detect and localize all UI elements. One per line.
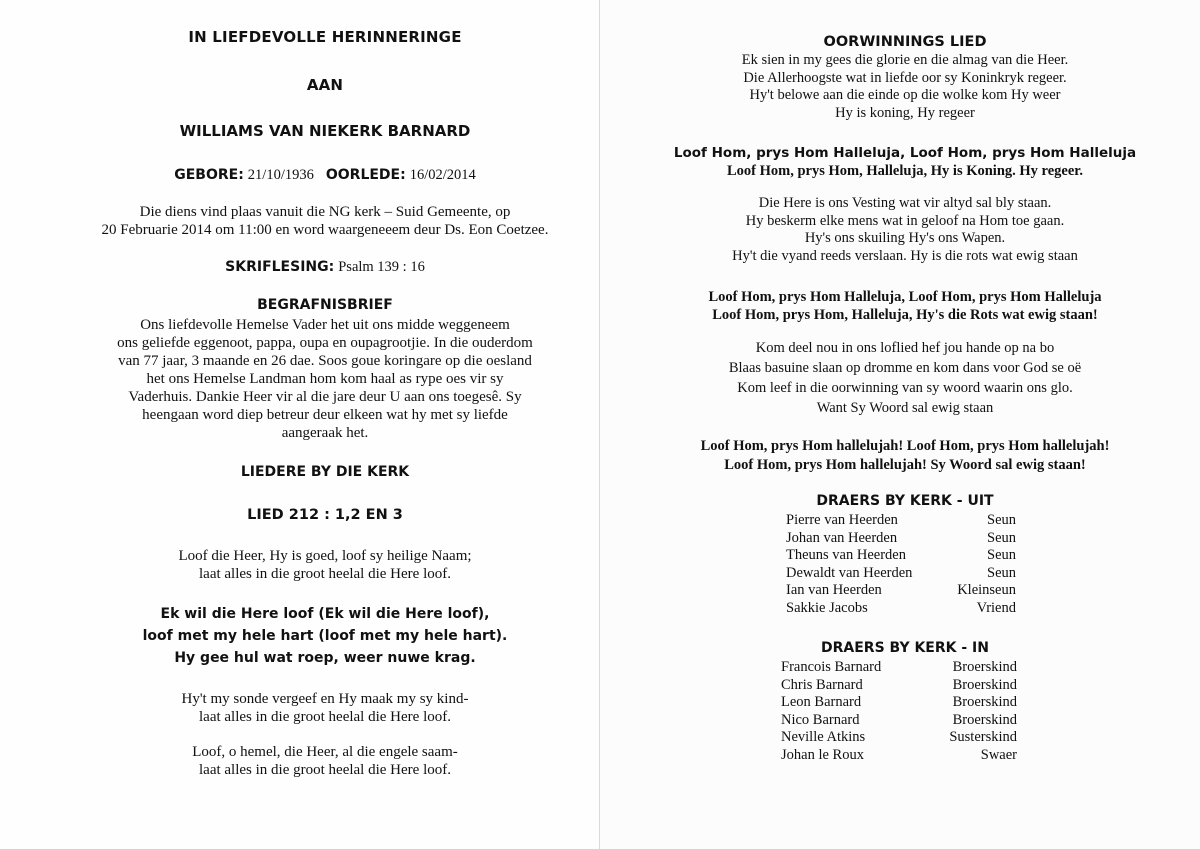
- table-row: [786, 565, 1016, 583]
- chorus-line: Loof Hom, prys Hom Halleluja, Loof Hom, prys Hom Halleluja: [673, 145, 1137, 161]
- verse-line: laat alles in die groot heelal die Here loof.: [199, 709, 451, 725]
- letter-line: aangeraak het.: [281, 425, 369, 441]
- verse-line: Loof die Heer, Hy is goed, loof sy heilige Naam;: [178, 548, 472, 564]
- letter-line: het ons Hemelse Landman hom kom haal as rype oes vir sy: [146, 371, 504, 387]
- verse-line: laat alles in die groot heelal die Here loof.: [199, 566, 451, 582]
- song-verse-2: [650, 195, 1160, 265]
- service-details: [80, 203, 570, 239]
- bearer-name: Johan van Heerden: [786, 529, 898, 546]
- gebore-label: GEBORE:: [174, 167, 244, 183]
- skriflesing-label: SKRIFLESING:: [225, 259, 335, 275]
- verse-line: laat alles in die groot heelal die Here loof.: [199, 762, 451, 778]
- verse-line: Want Sy Woord sal ewig staan: [816, 400, 994, 416]
- verse-line: Loof, o hemel, die Heer, al die engele saam-: [192, 744, 458, 760]
- chorus-line: Loof Hom, prys Hom hallelujah! Sy Woord sal ewig staan!: [724, 457, 1086, 473]
- chorus-line: Loof Hom, prys Hom hallelujah! Loof Hom, prys Hom hallelujah!: [700, 438, 1110, 454]
- aan-heading: AAN: [306, 76, 344, 94]
- verse-line: Hy's ons skuiling Hy's ons Wapen.: [804, 230, 1006, 246]
- bearer-name: Francois Barnard: [781, 659, 882, 675]
- hymn-chorus: [80, 603, 570, 669]
- bearer-relation: Broerskind: [952, 659, 1017, 675]
- chorus-line: Loof Hom, prys Hom Halleluja, Loof Hom, prys Hom Halleluja: [708, 289, 1102, 305]
- bearer-relation: Swaer: [980, 746, 1017, 763]
- verse-line: Hy't die vyand reeds verslaan. Hy is die rots wat ewig staan: [732, 247, 1078, 264]
- bearer-relation: Vriend: [976, 599, 1016, 616]
- table-row: [786, 530, 1016, 548]
- oorlede-label: OORLEDE:: [325, 167, 406, 183]
- bearer-name: Chris Barnard: [781, 676, 863, 693]
- uit-bearers-table: [786, 512, 1016, 617]
- bearer-relation: Seun: [987, 512, 1016, 528]
- verse-line: Hy't my sonde vergeef en Hy maak my sy kind-: [181, 691, 469, 707]
- bearer-name: Leon Barnard: [781, 694, 862, 710]
- verse-line: Kom deel nou in ons loflied hef jou hande op na bo: [755, 340, 1055, 356]
- begrafnisbrief-heading: BEGRAFNISBRIEF: [257, 297, 393, 313]
- table-row: [786, 582, 1016, 600]
- bearer-relation: Broerskind: [952, 676, 1017, 693]
- memorial-title: IN LIEFDEVOLLE HERINNERINGE: [188, 28, 462, 46]
- song-chorus-2: [650, 288, 1160, 324]
- in-bearers-table: [781, 659, 1017, 764]
- verse-line: Blaas basuine slaan op dromme en kom dans voor God se oë: [728, 360, 1082, 376]
- table-row: [781, 694, 1017, 712]
- chorus-line: loof met my hele hart (loof met my hele hart).: [142, 628, 508, 644]
- chorus-line: Loof Hom, prys Hom, Halleluja, Hy's die Rots wat ewig staan!: [712, 307, 1098, 323]
- skriflesing-value: Psalm 139 : 16: [338, 259, 425, 275]
- right-page: [600, 0, 1200, 849]
- bearer-name: Neville Atkins: [781, 729, 866, 745]
- bearer-name: Sakkie Jacobs: [786, 599, 868, 616]
- service-line: Die diens vind plaas vanuit die NG kerk – Suid Gemeente, op: [139, 204, 511, 220]
- chorus-line: Ek wil die Here loof (Ek wil die Here loof),: [160, 606, 490, 622]
- verse-line: Hy't belowe aan die einde op die wolke kom Hy weer: [749, 87, 1061, 103]
- table-row: [781, 747, 1017, 765]
- deceased-name: WILLIAMS VAN NIEKERK BARNARD: [179, 122, 471, 140]
- skriflesing-line: [80, 258, 570, 276]
- bearer-relation: Seun: [987, 564, 1016, 581]
- service-line: 20 Februarie 2014 om 11:00 en word waargeneeem deur Ds. Eon Coetzee.: [101, 222, 549, 238]
- bearer-name: Pierre van Heerden: [786, 512, 898, 528]
- bearer-name: Nico Barnard: [781, 711, 860, 728]
- hymn-verse-2: [80, 690, 570, 726]
- dates-line: [80, 166, 570, 184]
- table-row: [781, 677, 1017, 695]
- chorus-line: Loof Hom, prys Hom, Halleluja, Hy is Koning. Hy regeer.: [726, 163, 1084, 179]
- letter-line: Ons liefdevolle Hemelse Vader het uit ons midde weggeneem: [140, 317, 510, 333]
- lied-heading: LIED 212 : 1,2 EN 3: [247, 507, 403, 523]
- table-row: [781, 659, 1017, 677]
- bearer-relation: Kleinseun: [957, 582, 1016, 598]
- bearer-name: Johan le Roux: [781, 746, 864, 763]
- bearer-name: Dewaldt van Heerden: [786, 564, 913, 581]
- letter-line: van 77 jaar, 3 maande en 26 dae. Soos goue koringare op die oesland: [118, 353, 532, 369]
- bearer-relation: Seun: [987, 529, 1016, 546]
- verse-line: Hy beskerm elke mens wat in geloof na Hom toe gaan.: [745, 212, 1065, 229]
- table-row: [781, 712, 1017, 730]
- bearer-relation: Broerskind: [952, 711, 1017, 728]
- song-chorus-3: [640, 437, 1170, 475]
- letter-line: ons geliefde eggenoot, pappa, oupa en oupagrootjie. In die ouderdom: [117, 335, 533, 351]
- bearer-relation: Susterskind: [949, 729, 1017, 745]
- table-row: [786, 547, 1016, 565]
- bearer-name: Theuns van Heerden: [786, 547, 906, 563]
- hymn-verse-3: [80, 743, 570, 779]
- table-row: [781, 729, 1017, 747]
- in-heading: DRAERS BY KERK - IN: [821, 640, 989, 656]
- bearer-relation: Seun: [987, 547, 1016, 563]
- chorus-line: Hy gee hul wat roep, weer nuwe krag.: [174, 650, 476, 666]
- verse-line: Ek sien in my gees die glorie en die almag van die Heer.: [741, 52, 1069, 68]
- letter-line: heengaan word diep betreur deur elkeen wat hy met sy liefde: [142, 407, 508, 423]
- oorlede-value: 16/02/2014: [409, 167, 476, 183]
- song-verse-1: [650, 52, 1160, 122]
- letter-line: Vaderhuis. Dankie Heer vir al die jare deur U aan ons toegesê. Sy: [128, 389, 522, 405]
- bearer-name: Ian van Heerden: [786, 582, 882, 598]
- verse-line: Kom leef in die oorwinning van sy woord waarin ons glo.: [737, 380, 1073, 396]
- table-row: [786, 600, 1016, 618]
- bearer-relation: Broerskind: [952, 694, 1017, 710]
- verse-line: Hy is koning, Hy regeer: [835, 104, 975, 121]
- table-row: [786, 512, 1016, 530]
- song-chorus-1: [640, 144, 1170, 180]
- song-heading: OORWINNINGS LIED: [823, 34, 987, 50]
- begrafnisbrief-text: [80, 316, 570, 442]
- liedere-heading: LIEDERE BY DIE KERK: [240, 464, 410, 480]
- gebore-value: 21/10/1936: [247, 167, 314, 183]
- verse-line: Die Here is ons Vesting wat vir altyd sal bly staan.: [758, 195, 1052, 211]
- song-verse-3: [650, 338, 1160, 418]
- uit-heading: DRAERS BY KERK - UIT: [816, 493, 994, 509]
- hymn-verse-1: [80, 547, 570, 583]
- verse-line: Die Allerhoogste wat in liefde oor sy Koninkryk regeer.: [743, 69, 1067, 86]
